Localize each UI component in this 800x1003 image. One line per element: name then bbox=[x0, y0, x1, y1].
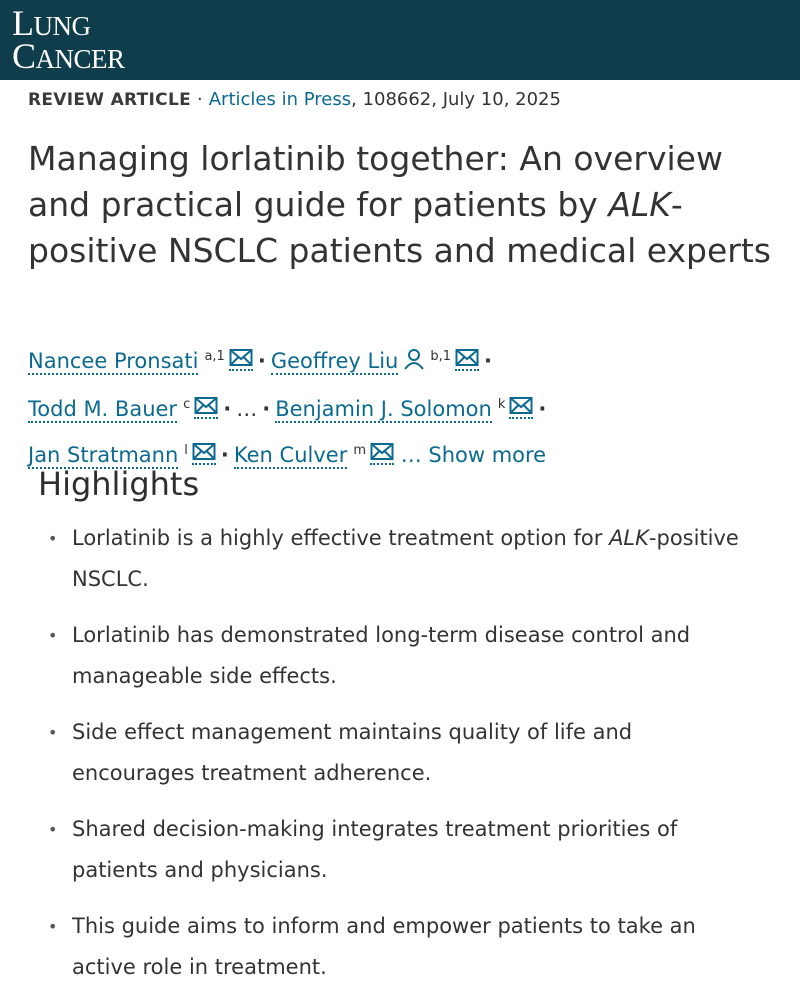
highlight-item: • Side effect management maintains quality of life and encourages treatment adherence. bbox=[72, 712, 752, 794]
bullet-icon: • bbox=[48, 820, 58, 839]
article-type: REVIEW ARTICLE bbox=[28, 90, 191, 110]
show-more-button[interactable]: … Show more bbox=[400, 443, 547, 467]
meta-separator: · bbox=[197, 89, 203, 110]
bullet-icon: • bbox=[48, 529, 58, 548]
author-separator: · bbox=[538, 397, 547, 421]
person-icon bbox=[404, 343, 424, 384]
author-link[interactable]: Jan Stratmann bbox=[28, 443, 179, 467]
author-link[interactable]: Todd M. Bauer bbox=[28, 397, 178, 421]
email-icon[interactable] bbox=[509, 396, 533, 419]
author-link[interactable]: Nancee Pronsati bbox=[28, 349, 199, 373]
author-affiliation: l bbox=[184, 443, 188, 458]
journal-logo[interactable]: LUNG CANCER bbox=[12, 3, 125, 76]
author-link[interactable]: Geoffrey Liu bbox=[270, 349, 399, 373]
highlight-item: • This guide aims to inform and empower patients to take an active role in treatment. bbox=[72, 906, 752, 988]
email-icon[interactable] bbox=[194, 396, 218, 419]
articles-in-press-link[interactable]: Articles in Press bbox=[208, 89, 352, 110]
email-icon[interactable] bbox=[192, 442, 216, 465]
author-separator: · bbox=[220, 443, 229, 467]
author-separator: · bbox=[257, 349, 266, 373]
author-separator: · bbox=[262, 397, 271, 421]
bullet-icon: • bbox=[48, 917, 58, 936]
email-icon[interactable] bbox=[229, 348, 253, 371]
highlights-list bbox=[0, 518, 800, 1003]
author-list bbox=[28, 336, 788, 476]
author-affiliation: a,1 bbox=[204, 349, 225, 364]
highlight-item: • Lorlatinib is a highly effective treatment option for ALK-positive NSCLC. bbox=[72, 518, 752, 600]
author-separator: · bbox=[484, 349, 493, 373]
author-affiliation: m bbox=[353, 443, 366, 458]
authors-ellipsis: … bbox=[236, 397, 258, 421]
author-affiliation: k bbox=[497, 397, 506, 412]
article-title: Managing lorlatinib together: An overview and practical guide for patients by ALK-positive NSCLC patients and medical experts bbox=[28, 139, 771, 270]
email-icon[interactable] bbox=[455, 348, 479, 371]
author-separator: · bbox=[223, 397, 232, 421]
bullet-icon: • bbox=[48, 723, 58, 742]
highlight-item: • Shared decision-making integrates treatment priorities of patients and physicians. bbox=[72, 809, 752, 891]
author-link[interactable]: Benjamin J. Solomon bbox=[275, 397, 492, 421]
author-affiliation: b,1 bbox=[430, 349, 452, 364]
email-icon[interactable] bbox=[370, 442, 394, 465]
highlight-item: • Lorlatinib has demonstrated long-term disease control and manageable side effects. bbox=[72, 615, 752, 697]
author-affiliation: c bbox=[183, 397, 191, 412]
highlights-heading: Highlights bbox=[38, 465, 200, 503]
article-details: , 108662, July 10, 2025 bbox=[351, 89, 561, 110]
article-meta bbox=[28, 89, 561, 110]
author-link[interactable]: Ken Culver bbox=[233, 443, 348, 467]
journal-masthead bbox=[0, 0, 800, 80]
bullet-icon: • bbox=[48, 626, 58, 645]
